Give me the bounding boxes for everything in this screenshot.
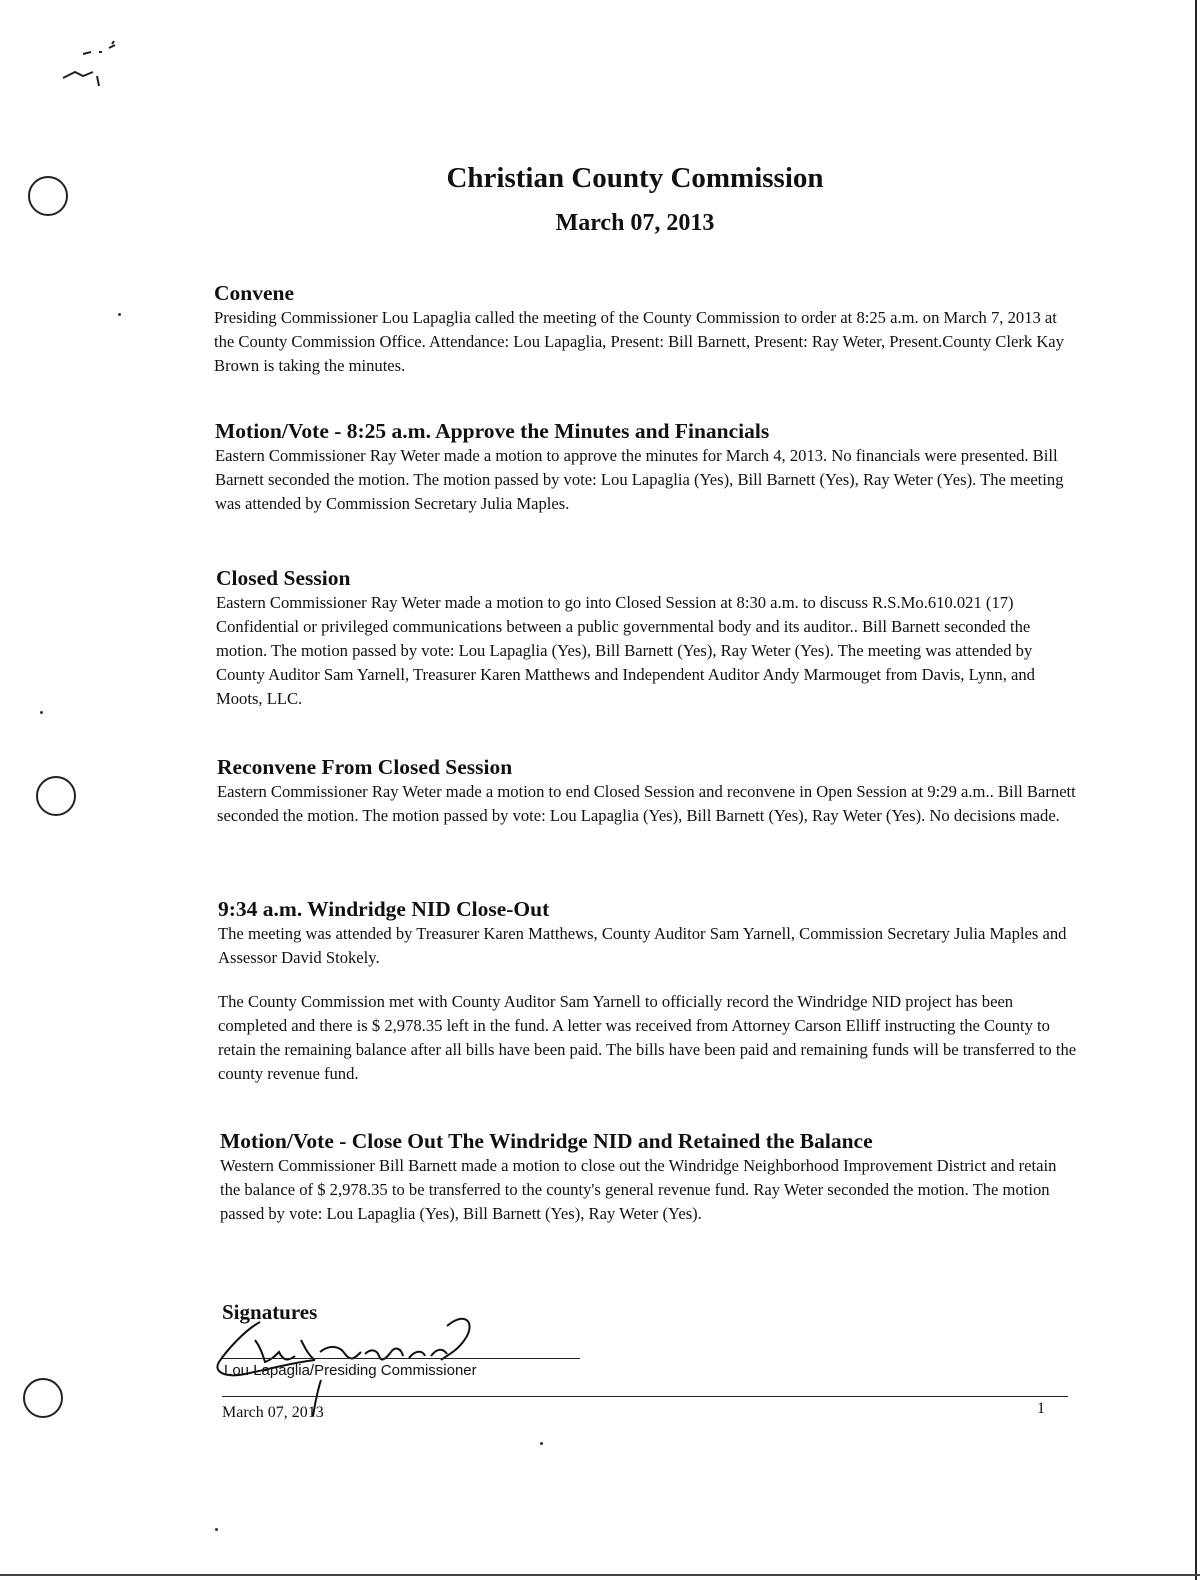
scan-speck (215, 1528, 218, 1531)
section-closed-session (216, 565, 1076, 711)
section-heading: 9:34 a.m. Windridge NID Close-Out (218, 897, 550, 921)
scan-mark (55, 40, 145, 100)
page-number: 1 (1037, 1400, 1045, 1417)
section-reconvene (217, 754, 1077, 828)
section-heading: Motion/Vote - 8:25 a.m. Approve the Minutes and Financials (215, 419, 770, 443)
footer-rule (222, 1396, 1068, 1397)
section-approve-minutes (215, 418, 1075, 516)
section-body: The County Commission met with County Auditor Sam Yarnell to officially record the Windridge NID project has been completed and there is $ 2,978.35 left in the fund. A letter was received from Attorney Carson Elliff instructing the County to retain the remaining balance after all bills have been paid. The bills have been paid and remaining funds will be transferred to the county revenue fund. (218, 992, 1077, 1083)
section-heading: Convene (214, 281, 295, 305)
scan-speck (540, 1442, 543, 1445)
section-heading: Reconvene From Closed Session (217, 755, 513, 779)
punch-hole (23, 1378, 63, 1418)
page-edge-right (1195, 0, 1197, 1580)
section-body: Presiding Commissioner Lou Lapaglia called the meeting of the County Commission to order at 8:25 a.m. on March 7, 2013 at the County Commission Office. Attendance: Lou Lapaglia, Present: Bill Barnett, Present: Ray Weter, Present.County Clerk Kay Brown is taking the minutes. (214, 308, 1064, 375)
punch-hole (36, 776, 76, 816)
section-body: Eastern Commissioner Ray Weter made a motion to approve the minutes for March 4, 2013. No financials were presented. Bill Barnett seconded the motion. The motion passed by vote: Lou Lapaglia (Yes), Bill Barnett (Yes), Ray Weter (Yes). The meeting was attended by Commission Secretary Julia Maples. (215, 446, 1064, 513)
section-body: The meeting was attended by Treasurer Karen Matthews, County Auditor Sam Yarnell, Commission Secretary Julia Maples and Assessor David Stokely. (218, 924, 1067, 967)
document-date: March 07, 2013 (555, 210, 715, 236)
section-body: Eastern Commissioner Ray Weter made a motion to end Closed Session and reconvene in Open Session at 9:29 a.m.. Bill Barnett seconded the motion. The motion passed by vote: Lou Lapaglia (Yes), Bill Barnett (Yes), Ray Weter (Yes). No decisions made. (217, 782, 1076, 825)
page-edge-bottom (0, 1574, 1200, 1576)
section-heading: Motion/Vote - Close Out The Windridge NID and Retained the Balance (220, 1129, 873, 1153)
section-windridge-closeout (218, 896, 1078, 1086)
section-body: Western Commissioner Bill Barnett made a motion to close out the Windridge Neighborhood Improvement District and retain the balance of $ 2,978.35 to be transferred to the county's general revenue fund. Ray Weter seconded the motion. The motion passed by vote: Lou Lapaglia (Yes), Bill Barnett (Yes), Ray Weter (Yes). (220, 1156, 1057, 1223)
footer-date: March 07, 2013 (222, 1404, 324, 1421)
section-convene (214, 280, 1074, 378)
scan-speck (118, 313, 121, 316)
document-title: Christian County Commission (446, 162, 824, 194)
handwritten-signature (205, 1300, 505, 1420)
scan-speck (40, 711, 43, 714)
signatory-name: Lou Lapaglia/Presiding Commissioner (224, 1362, 477, 1379)
section-close-out-motion (220, 1128, 1080, 1226)
section-body: Eastern Commissioner Ray Weter made a motion to go into Closed Session at 8:30 a.m. to discuss R.S.Mo.610.021 (17) Confidential or privileged communications between a public governmental body and its auditor.. Bill Barnett seconded the motion. The motion passed by vote: Lou Lapaglia (Yes), Bill Barnett (Yes), Ray Weter (Yes). The meeting was attended by County Auditor Sam Yarnell, Treasurer Karen Matthews and Independent Auditor Andy Marmouget from Davis, Lynn, and Moots, LLC. (216, 593, 1035, 708)
signature-line (222, 1358, 580, 1359)
section-heading: Closed Session (216, 566, 351, 590)
signatures-heading: Signatures (222, 1300, 318, 1324)
